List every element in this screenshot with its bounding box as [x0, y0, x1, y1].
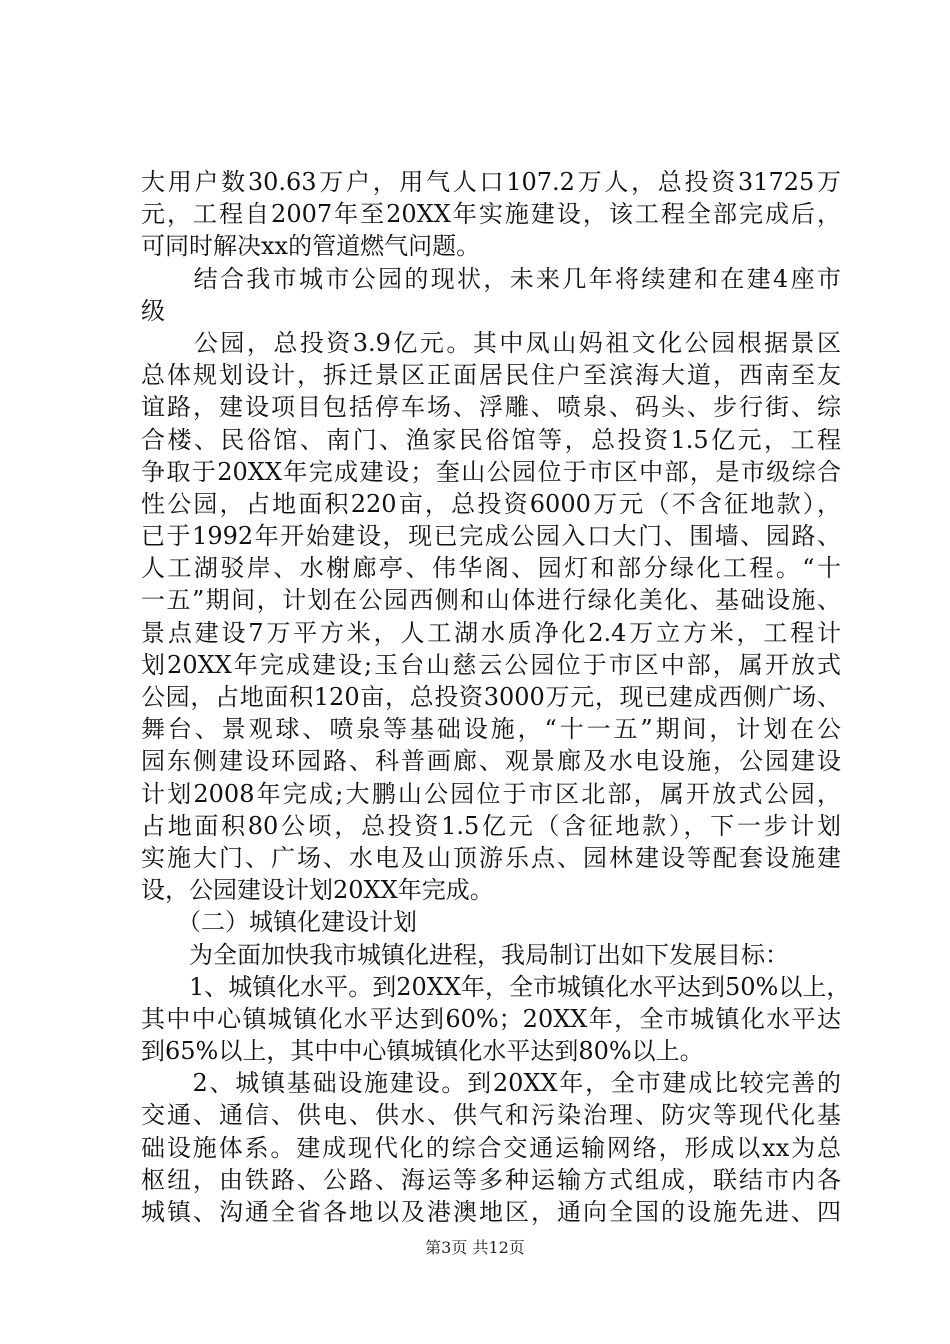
text-line: 占地面积80公顷，总投资1.5亿元（含征地款），下一步计划: [141, 811, 841, 840]
text-line: 划20XX年完成建设;玉台山慈云公园位于市区中部，属开放式: [141, 650, 841, 679]
text-line: 级: [141, 296, 165, 325]
text-line: 性公园，占地面积220亩，总投资6000万元（不含征地款），: [141, 489, 841, 518]
text-line: 城镇、沟通全省各地以及港澳地区，通向全国的设施先进、四: [141, 1198, 841, 1226]
text-line: 实施大门、广场、水电及山顶游乐点、园林建设等配套设施建: [141, 843, 841, 872]
text-line: 为全面加快我市城镇化进程，我局制订出如下发展目标：: [141, 940, 789, 969]
text-line: 人工湖驳岸、水榭廊亭、伟华阁、园灯和部分绿化工程。“十: [141, 554, 841, 583]
text-line: 园东侧建设环园路、科普画廊、观景廊及水电设施，公园建设: [141, 747, 841, 776]
text-line: 元，工程自2007年至20XX年实施建设，该工程全部完成后，: [141, 200, 841, 229]
page-number-footer: 第3页 共12页: [425, 1238, 525, 1257]
text-line: 枢纽，由铁路、公路、海运等多种运输方式组成，联结市内各: [141, 1165, 841, 1194]
text-line: 舞台、景观球、喷泉等基础设施，“十一五”期间，计划在公: [141, 715, 841, 744]
text-line: 总体规划设计，拆迁景区正面居民住户至滨海大道，西南至友: [141, 361, 841, 390]
text-line: 公园，占地面积120亩，总投资3000万元，现已建成西侧广场、: [141, 683, 841, 711]
text-line: 谊路，建设项目包括停车场、浮雕、喷泉、码头、步行街、综: [141, 393, 841, 422]
text-line: 2、城镇基础设施建设。到20XX年，全市建成比较完善的: [141, 1069, 841, 1098]
section-heading: （二）城镇化建设计划: [141, 908, 417, 937]
body-text: [141, 166, 851, 1228]
text-line: 交通、通信、供电、供水、供气和污染治理、防灾等现代化基: [141, 1101, 841, 1130]
text-line: 础设施体系。建成现代化的综合交通运输网络，形成以xx为总: [141, 1133, 841, 1162]
text-line: 1、城镇化水平。到20XX年，全市城镇化水平达到50%以上，: [141, 972, 851, 1001]
text-line: 公园，总投资3.9亿元。其中凤山妈祖文化公园根据景区: [141, 328, 841, 357]
text-line: 设，公园建设计划20XX年完成。: [141, 876, 494, 905]
text-line: 已于1992年开始建设，现已完成公园入口大门、围墙、园路、: [141, 522, 841, 551]
text-line: 结合我市城市公园的现状，未来几年将续建和在建4座市: [141, 264, 841, 293]
text-line: 可同时解决xx的管道燃气问题。: [141, 232, 481, 261]
text-line: 景点建设7万平方米，人工湖水质净化2.4万立方米，工程计: [141, 618, 841, 647]
text-line: 大用户数30.63万户，用气人口107.2万人，总投资31725万: [141, 168, 841, 196]
text-line: 到65%以上，其中中心镇城镇化水平达到80%以上。: [141, 1037, 704, 1066]
text-line: 争取于20XX年完成建设；奎山公园位于市区中部，是市级综合: [141, 457, 841, 486]
text-line: 计划2008年完成;大鹏山公园位于市区北部，属开放式公园，: [141, 779, 841, 808]
text-line: 合楼、民俗馆、南门、渔家民俗馆等，总投资1.5亿元，工程: [141, 425, 841, 454]
text-line: 其中中心镇城镇化水平达到60%；20XX年，全市城镇化水平达: [141, 1004, 841, 1033]
text-line: 一五”期间，计划在公园西侧和山体进行绿化美化、基础设施、: [141, 586, 841, 615]
